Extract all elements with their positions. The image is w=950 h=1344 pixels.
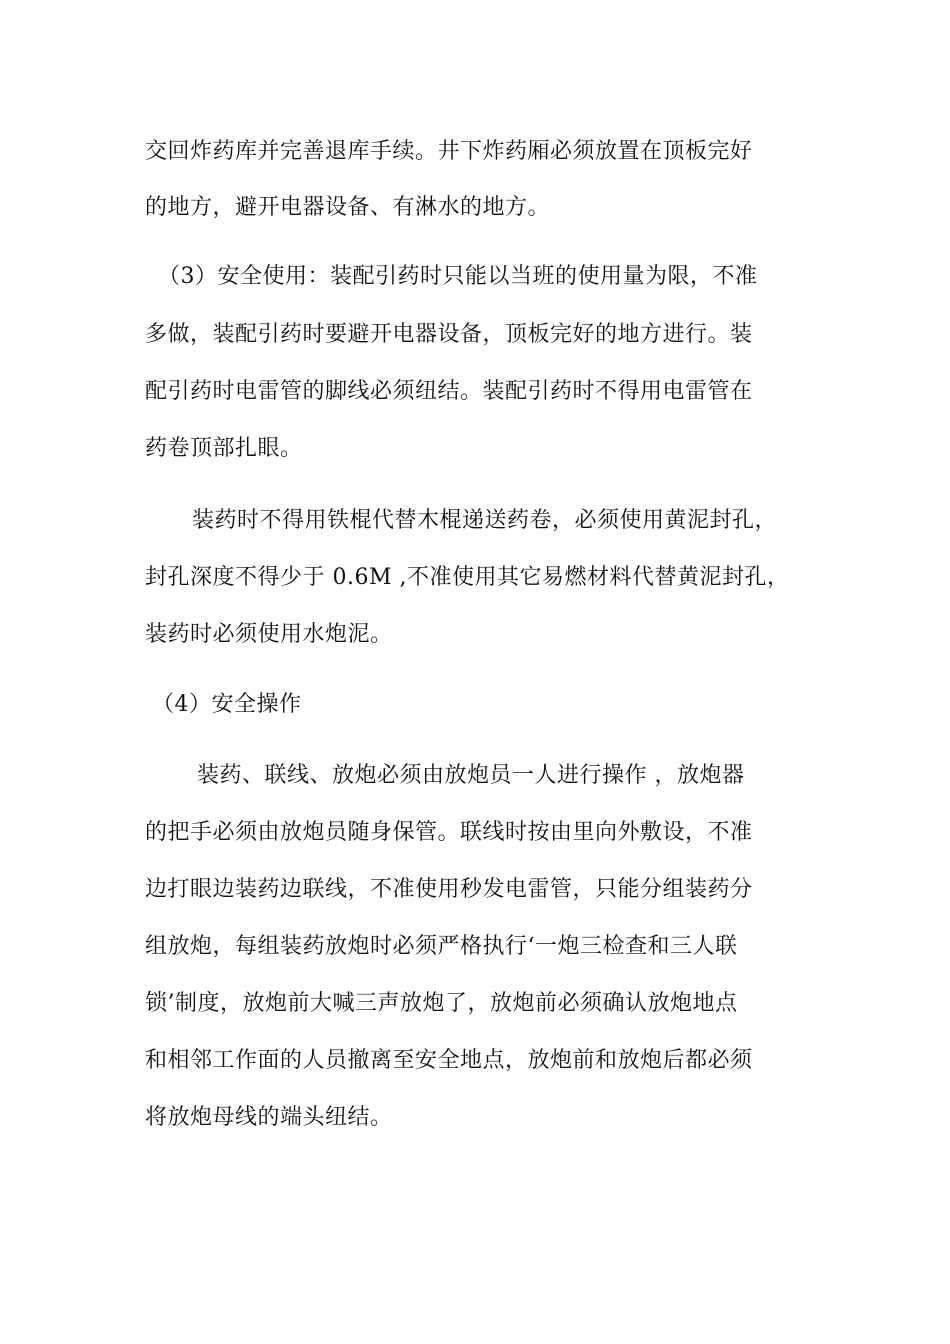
text-line: 装药时必须使用水炮泥。 bbox=[145, 622, 393, 647]
text-line: 多做，装配引药时要避开电器设备，顶板完好的地方进行。装 bbox=[145, 322, 753, 347]
text-line: 装药、联线、放炮必须由放炮员一人进行操作 ，放炮器 bbox=[197, 763, 745, 788]
text-line: 和相邻工作面的人员撤离至安全地点，放炮前和放炮后都必须 bbox=[145, 1048, 753, 1073]
text-line: 将放炮母线的端头纽结。 bbox=[145, 1105, 393, 1130]
text-line: 边打眼边装药边联线，不准使用秒发电雷管，只能分组装药分 bbox=[145, 877, 753, 902]
text-line: （3）安全使用：装配引药时只能以当班的使用量为限，不准 bbox=[158, 264, 758, 289]
text-line: 的把手必须由放炮员随身保管。联线时按由里向外敷设，不准 bbox=[145, 820, 753, 845]
section-heading: （4）安全操作 bbox=[152, 692, 302, 717]
text-line: 配引药时电雷管的脚线必须纽结。装配引药时不得用电雷管在 bbox=[145, 379, 753, 404]
text-line: 装药时不得用铁棍代替木棍递送药卷，必须使用黄泥封孔， bbox=[192, 508, 778, 533]
text-line: 锁’制度，放炮前大喊三声放炮了，放炮前必须确认放炮地点 bbox=[145, 991, 738, 1016]
text-line: 组放炮，每组装药放炮时必须严格执行‘一炮三检查和三人联 bbox=[145, 934, 738, 959]
text-line: 交回炸药库并完善退库手续。井下炸药厢必须放置在顶板完好 bbox=[145, 139, 753, 164]
text-line: 药卷顶部扎眼。 bbox=[145, 436, 303, 461]
text-line: 的地方，避开电器设备、有淋水的地方。 bbox=[145, 195, 551, 220]
text-line: 封孔深度不得少于 0.6M ,不准使用其它易燃材料代替黄泥封孔， bbox=[145, 565, 790, 590]
